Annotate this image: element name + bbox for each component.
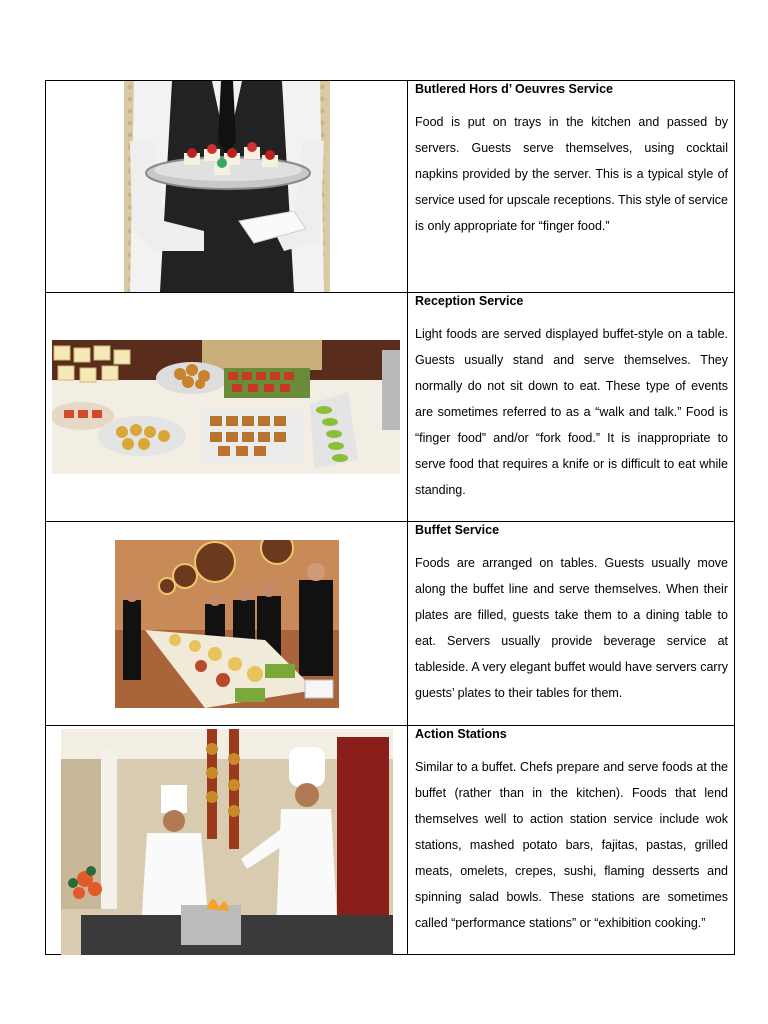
service-title: Action Stations bbox=[415, 727, 507, 741]
text-cell bbox=[409, 522, 734, 725]
service-description: Light foods are served displayed buffet-style on a table. Guests usually stand and serve themselves. They normally do not sit down to eat. These type of events are sometimes referred to as a “walk and talk.” Food is “finger food” and/or “fork food.” It is inappropriate to serve food that requires a knife or is difficult to eat while standing. bbox=[415, 327, 728, 497]
image-cell bbox=[46, 522, 408, 725]
table-row bbox=[46, 726, 734, 955]
text-cell bbox=[409, 81, 734, 292]
buffet-line-photo bbox=[115, 540, 339, 708]
waiter-tray-photo bbox=[124, 81, 330, 292]
action-station-photo bbox=[61, 729, 393, 955]
service-description: Foods are arranged on tables. Guests usually move along the buffet line and serve themselves. When their plates are filled, guests take them to a dining table to eat. Servers usually provide beverage service at tableside. A very elegant buffet would have servers carry guests’ plates to their tables for them. bbox=[415, 556, 728, 700]
service-description: Similar to a buffet. Chefs prepare and serve foods at the buffet (rather than in the kitchen). Foods that lend themselves well to action station service include wok stations, mashed potato bars, fajitas, pastas, grilled meats, omelets, crepes, sushi, flaming desserts and spinning salad bowls. These stations are sometimes called “performance stations” or “exhibition cooking.” bbox=[415, 760, 728, 930]
service-title: Butlered Hors d’ Oeuvres Service bbox=[415, 82, 614, 96]
table-row bbox=[46, 522, 734, 726]
image-cell bbox=[46, 293, 408, 521]
service-title: Reception Service bbox=[415, 294, 524, 308]
image-cell bbox=[46, 726, 408, 955]
image-cell bbox=[46, 81, 408, 292]
text-cell bbox=[409, 293, 734, 521]
service-styles-table bbox=[45, 80, 735, 955]
service-description: Food is put on trays in the kitchen and passed by servers. Guests serve themselves, using cocktail napkins provided by the server. This is a typical style of service used for upscale receptions. This style of service is only appropriate for “finger food.” bbox=[415, 115, 728, 233]
table-row bbox=[46, 293, 734, 522]
reception-buffet-photo bbox=[52, 340, 400, 474]
table-row bbox=[46, 81, 734, 293]
service-title: Buffet Service bbox=[415, 523, 500, 537]
text-cell bbox=[409, 726, 734, 955]
